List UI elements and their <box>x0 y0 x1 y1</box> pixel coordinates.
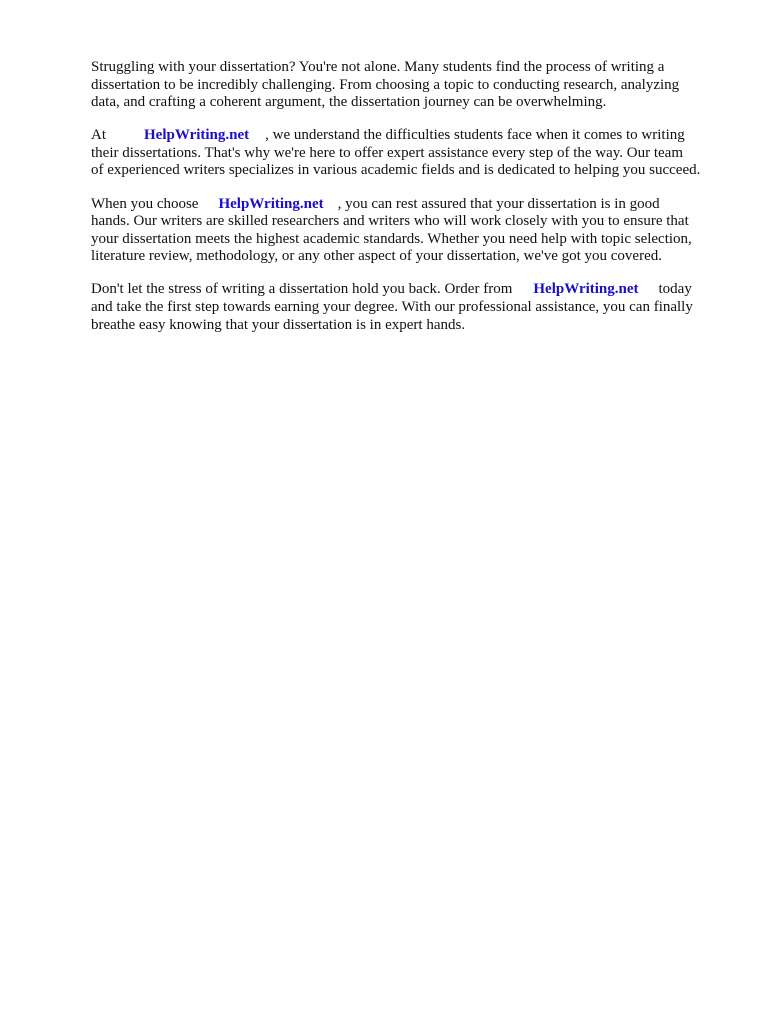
text-line: dissertation to be incredibly challenging. From choosing a topic to conducting research, analyzing <box>91 76 680 93</box>
text-line: hands. Our writers are skilled researchers and writers who will work closely with you to ensure that <box>91 213 689 230</box>
text-segment: , you can rest assured that your dissertation is in good <box>337 195 660 212</box>
text-line: your dissertation meets the highest academic standards. Whether you need help with topic selection, <box>91 230 692 247</box>
text-segment: When you choose <box>91 195 199 212</box>
text-line <box>91 127 723 145</box>
text-line: their dissertations. That's why we're here to offer expert assistance every step of the way. Our team <box>91 144 684 161</box>
text-line <box>91 196 723 214</box>
text-line <box>91 281 723 299</box>
paragraph-choose <box>91 196 723 266</box>
text-line: data, and crafting a coherent argument, the dissertation journey can be overwhelming. <box>91 94 607 111</box>
helpwriting-link[interactable]: HelpWriting.net <box>533 281 639 298</box>
paragraph-about <box>91 127 723 180</box>
paragraph-order <box>91 281 723 334</box>
text-line: Struggling with your dissertation? You're not alone. Many students find the process of writing a <box>91 59 665 75</box>
helpwriting-link[interactable]: HelpWriting.net <box>144 127 250 144</box>
text-line: breathe easy knowing that your dissertation is in expert hands. <box>91 316 466 333</box>
text-line: and take the first step towards earning your degree. With our professional assistance, you can finally <box>91 299 693 316</box>
text-segment: today <box>658 281 692 298</box>
text-segment: , we understand the difficulties students face when it comes to writing <box>265 127 685 144</box>
text-segment: Don't let the stress of writing a dissertation hold you back. Order from <box>91 281 513 298</box>
paragraph-intro <box>91 59 723 112</box>
text-segment: At <box>91 127 106 144</box>
document-body <box>91 59 723 350</box>
text-line: literature review, methodology, or any other aspect of your dissertation, we've got you covered. <box>91 248 662 265</box>
helpwriting-link[interactable]: HelpWriting.net <box>218 195 324 212</box>
text-line: of experienced writers specializes in various academic fields and is dedicated to helping you succeed. <box>91 162 701 179</box>
